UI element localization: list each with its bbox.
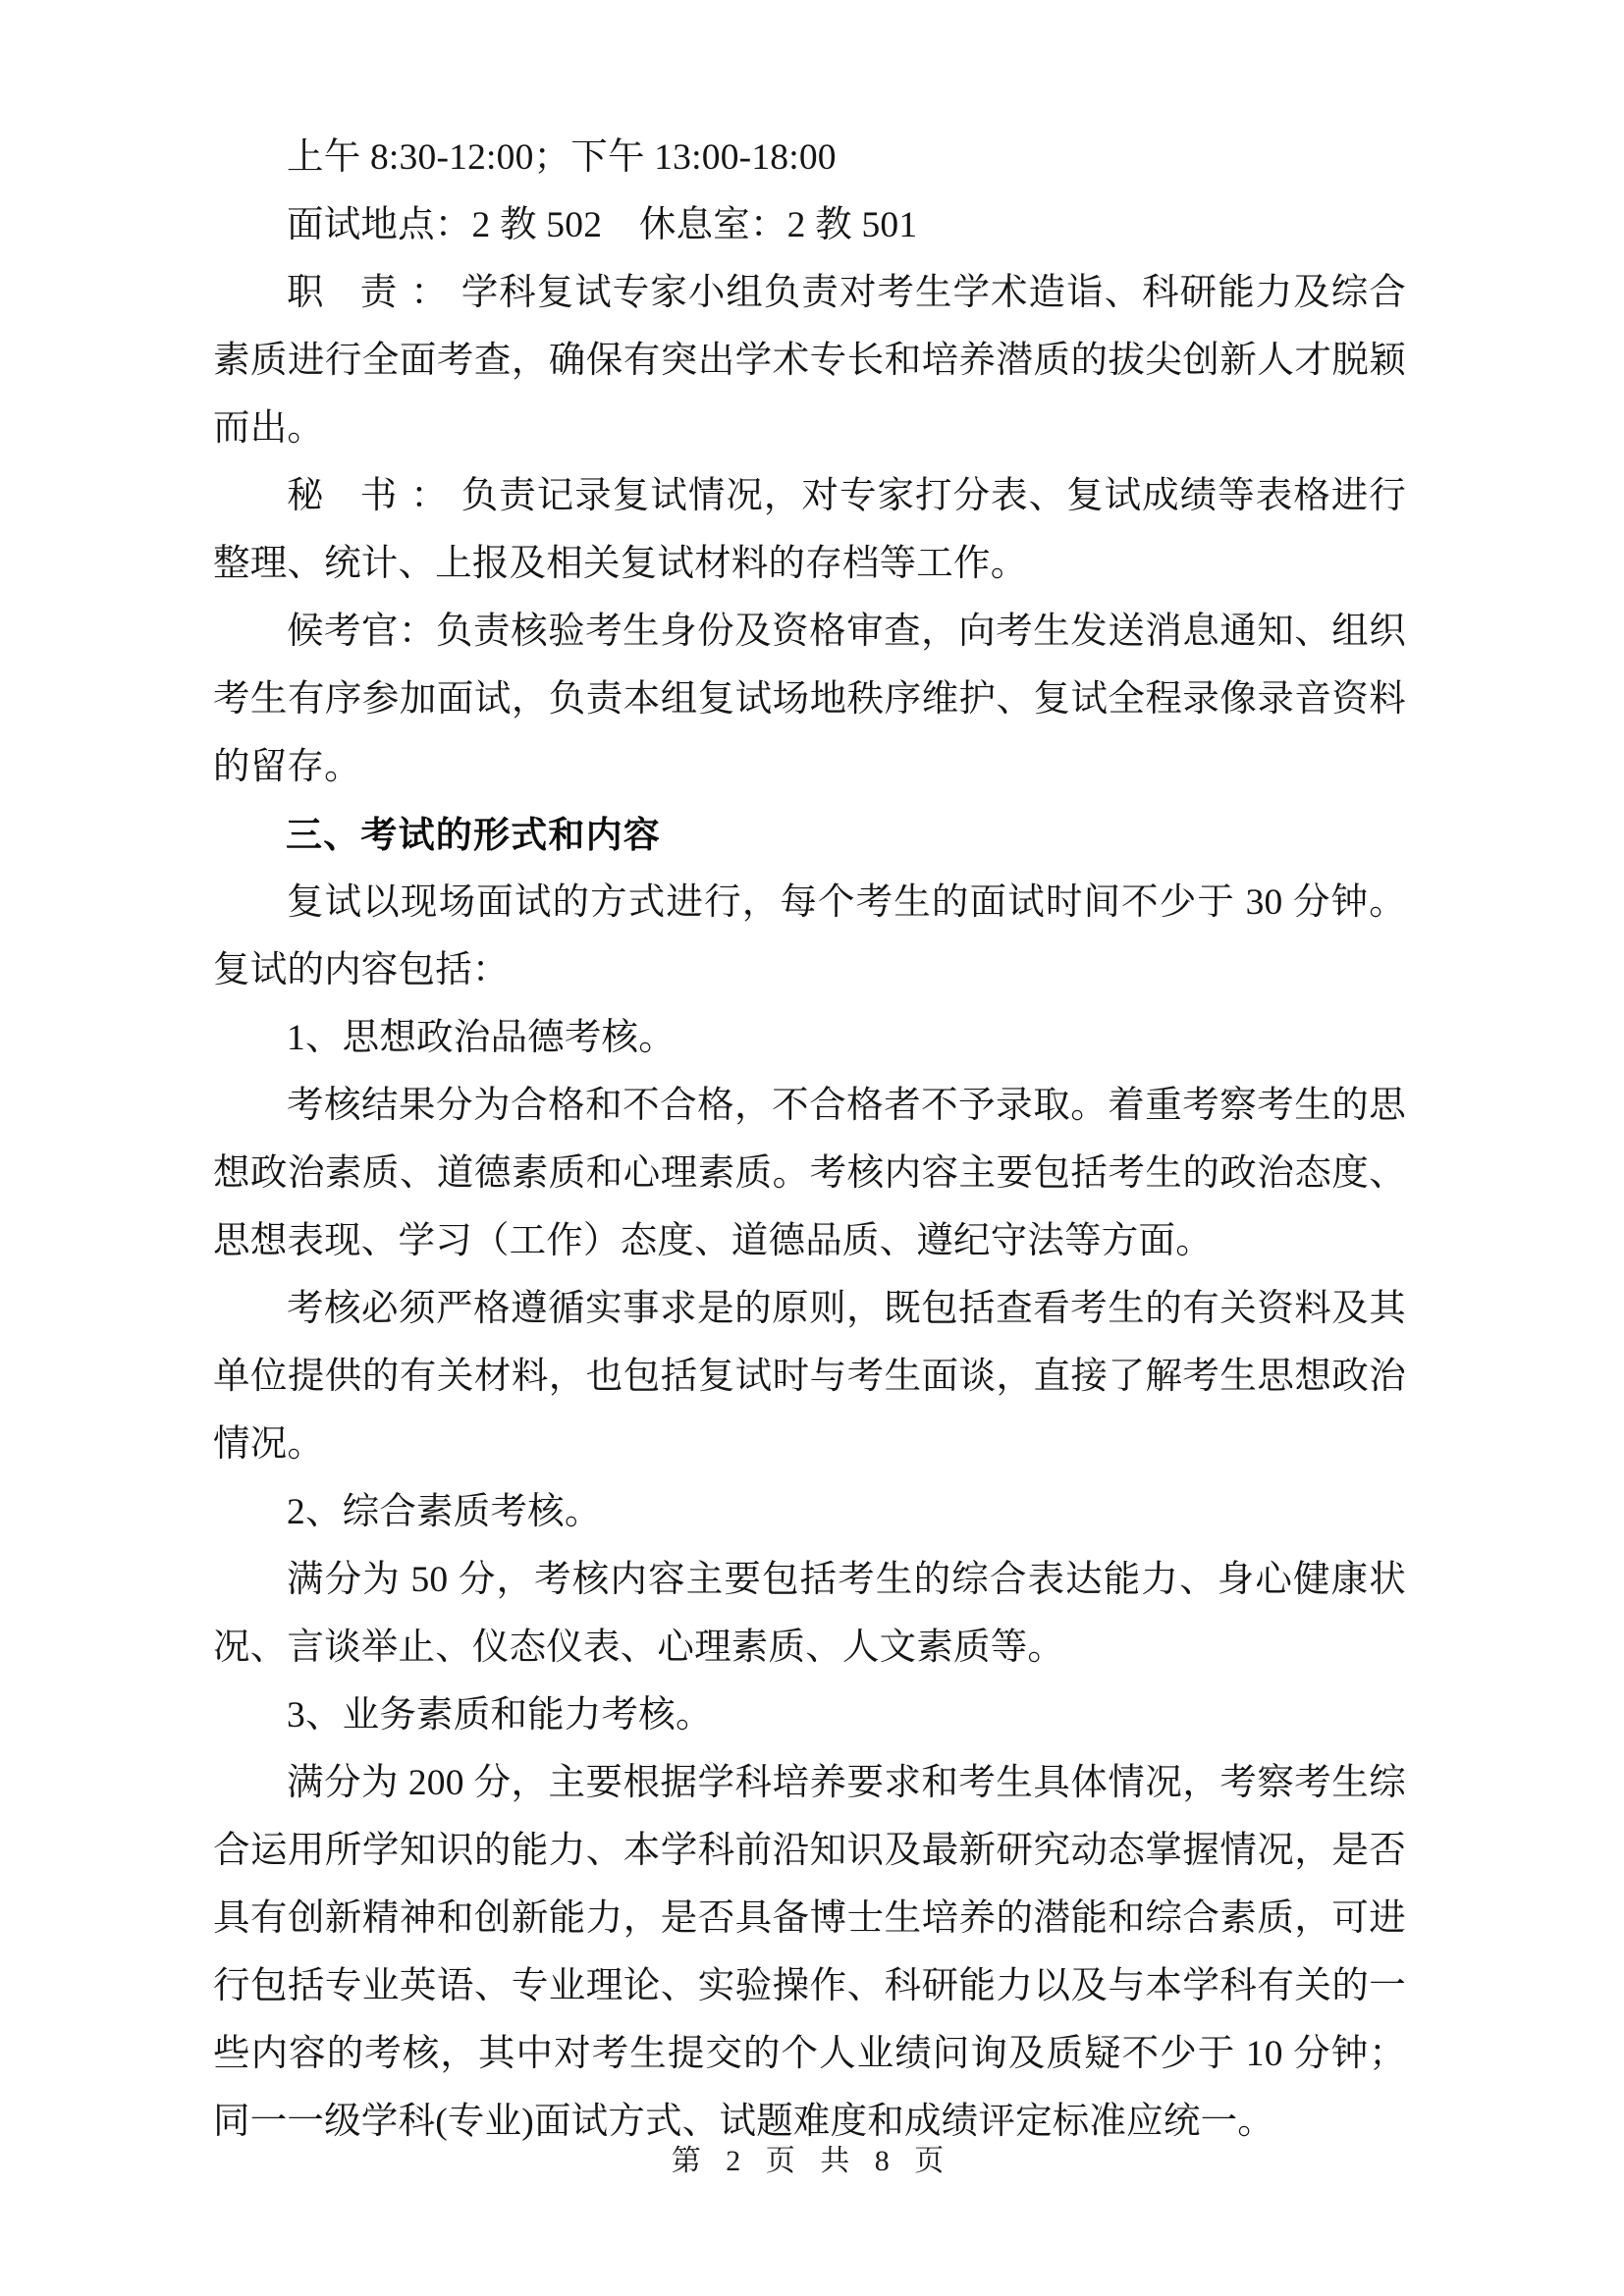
item-2-title: 2、综合素质考核。 <box>287 1492 602 1532</box>
invigilator-text: 负责核验考生身份及资格审查，向考生发送消息通知、组织考生有序参加面试，负责本组复试场地秩序维护、复试全程录像录音资料的留存。 <box>213 612 1406 787</box>
item-3-title: 3、业务素质和能力考核。 <box>287 1695 713 1735</box>
item-2-body: 满分为 50 分，考核内容主要包括考生的综合表达能力、身心健康状况、言谈举止、仪态仪表、心理素质、人文素质等。 <box>213 1560 1406 1668</box>
venue-line: 面试地点：2 教 502 休息室：2 教 501 <box>287 205 918 245</box>
schedule-line: 上午 8:30-12:00；下午 13:00-18:00 <box>287 137 837 178</box>
secretary-label: 秘 书： <box>287 476 461 516</box>
secretary-text: 负责记录复试情况，对专家打分表、复试成绩等表格进行整理、统计、上报及相关复试材料的存档等工作。 <box>213 476 1407 584</box>
page-content <box>213 124 1406 2156</box>
duty-label: 职 责： <box>287 273 461 313</box>
section-heading: 三、考试的形式和内容 <box>286 815 661 855</box>
item-1-body: 考核结果分为合格和不合格，不合格者不予录取。着重考察考生的思想政治素质、道德素质和心理素质。考核内容主要包括考生的政治态度、思想表现、学习（工作）态度、道德品质、遵纪守法等方面。 <box>213 1086 1406 1261</box>
secretary-paragraph <box>213 462 1406 598</box>
duty-text: 学科复试专家小组负责对考生学术造诣、科研能力及综合素质进行全面考查，确保有突出学术专长和培养潜质的拔尖创新人才脱颖而出。 <box>213 273 1407 449</box>
duty-paragraph <box>213 259 1406 462</box>
item-3-body: 满分为 200 分，主要根据学科培养要求和考生具体情况，考察考生综合运用所学知识的能力、本学科前沿知识及最新研究动态掌握情况，是否具有创新精神和创新能力，是否具备博士生培养的潜能和综合素质，可进行包括专业英语、专业理论、实验操作、科研能力以及与本学科有关的一些内容的考核，其中对考生提交的个人业绩问询及质疑不少于 10 分钟；同一一级学科(专业)面试方式、试题难度和成绩评定标准应统一。 <box>213 1763 1406 2142</box>
invigilator-label: 候考官： <box>287 612 437 652</box>
invigilator-paragraph <box>213 598 1406 801</box>
item-1-title: 1、思想政治品德考核。 <box>287 1018 676 1058</box>
section-intro: 复试以现场面试的方式进行，每个考生的面试时间不少于 30 分钟。复试的内容包括： <box>213 882 1406 990</box>
page-footer: 第 2 页 共 8 页 <box>671 2145 953 2177</box>
item-1-body-continued: 考核必须严格遵循实事求是的原则，既包括查看考生的有关资料及其单位提供的有关材料，也包括复试时与考生面谈，直接了解考生思想政治情况。 <box>213 1289 1406 1465</box>
